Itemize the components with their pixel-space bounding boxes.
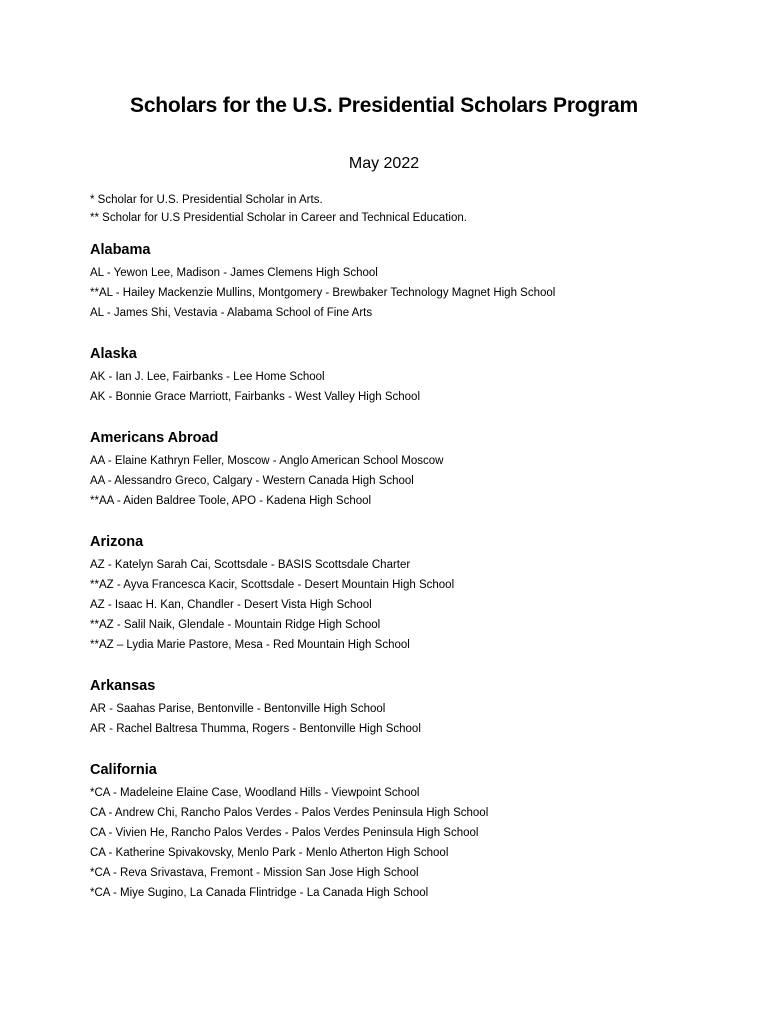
state-section-americans-abroad xyxy=(90,427,730,511)
scholar-entry: CA - Katherine Spivakovsky, Menlo Park - Menlo Atherton High School xyxy=(90,847,449,859)
scholar-entry: **AZ - Salil Naik, Glendale - Mountain Ridge High School xyxy=(90,619,381,631)
page-date: May 2022 xyxy=(348,155,420,172)
scholar-entry: *CA - Miye Sugino, La Canada Flintridge - La Canada High School xyxy=(90,887,429,899)
scholar-entry: CA - Andrew Chi, Rancho Palos Verdes - Palos Verdes Peninsula High School xyxy=(90,807,489,819)
document-body xyxy=(90,191,730,903)
scholar-entry: *CA - Reva Srivastava, Fremont - Mission San Jose High School xyxy=(90,867,419,879)
scholar-entry: AL - James Shi, Vestavia - Alabama School of Fine Arts xyxy=(90,307,373,319)
state-heading: Arkansas xyxy=(90,678,156,694)
state-heading: Arizona xyxy=(90,534,144,550)
legend-notes xyxy=(90,191,730,227)
scholar-entry: AA - Alessandro Greco, Calgary - Western Canada High School xyxy=(90,475,414,487)
scholar-entry: **AZ – Lydia Marie Pastore, Mesa - Red Mountain High School xyxy=(90,639,410,651)
state-list xyxy=(90,239,730,903)
scholar-entry: **AA - Aiden Baldree Toole, APO - Kadena High School xyxy=(90,495,372,507)
scholar-entry: AK - Ian J. Lee, Fairbanks - Lee Home School xyxy=(90,371,325,383)
scholar-entry: **AL - Hailey Mackenzie Mullins, Montgomery - Brewbaker Technology Magnet High School xyxy=(90,287,556,299)
state-section-california xyxy=(90,759,730,903)
scholar-entry: AZ - Katelyn Sarah Cai, Scottsdale - BASIS Scottsdale Charter xyxy=(90,559,411,571)
scholar-entry: **AZ - Ayva Francesca Kacir, Scottsdale - Desert Mountain High School xyxy=(90,579,455,591)
legend-note-cte: ** Scholar for U.S Presidential Scholar in Career and Technical Education. xyxy=(90,212,467,224)
state-section-alabama xyxy=(90,239,730,323)
scholar-entry: AK - Bonnie Grace Marriott, Fairbanks - West Valley High School xyxy=(90,391,421,403)
state-section-arizona xyxy=(90,531,730,655)
scholar-entry: AR - Rachel Baltresa Thumma, Rogers - Bentonville High School xyxy=(90,723,421,735)
scholar-entry: *CA - Madeleine Elaine Case, Woodland Hills - Viewpoint School xyxy=(90,787,420,799)
state-section-arkansas xyxy=(90,675,730,739)
page-title: Scholars for the U.S. Presidential Scholars Program xyxy=(130,94,638,117)
scholar-entry: AL - Yewon Lee, Madison - James Clemens High School xyxy=(90,267,378,279)
state-heading: California xyxy=(90,762,157,778)
scholar-entry: AA - Elaine Kathryn Feller, Moscow - Anglo American School Moscow xyxy=(90,455,444,467)
scholar-entry: CA - Vivien He, Rancho Palos Verdes - Palos Verdes Peninsula High School xyxy=(90,827,479,839)
state-section-alaska xyxy=(90,343,730,407)
state-heading: Alabama xyxy=(90,242,151,258)
state-heading: Americans Abroad xyxy=(90,430,219,446)
scholar-entry: AZ - Isaac H. Kan, Chandler - Desert Vista High School xyxy=(90,599,372,611)
state-heading: Alaska xyxy=(90,346,137,362)
legend-note-arts: * Scholar for U.S. Presidential Scholar in Arts. xyxy=(90,194,323,206)
scholar-entry: AR - Saahas Parise, Bentonville - Bentonville High School xyxy=(90,703,386,715)
